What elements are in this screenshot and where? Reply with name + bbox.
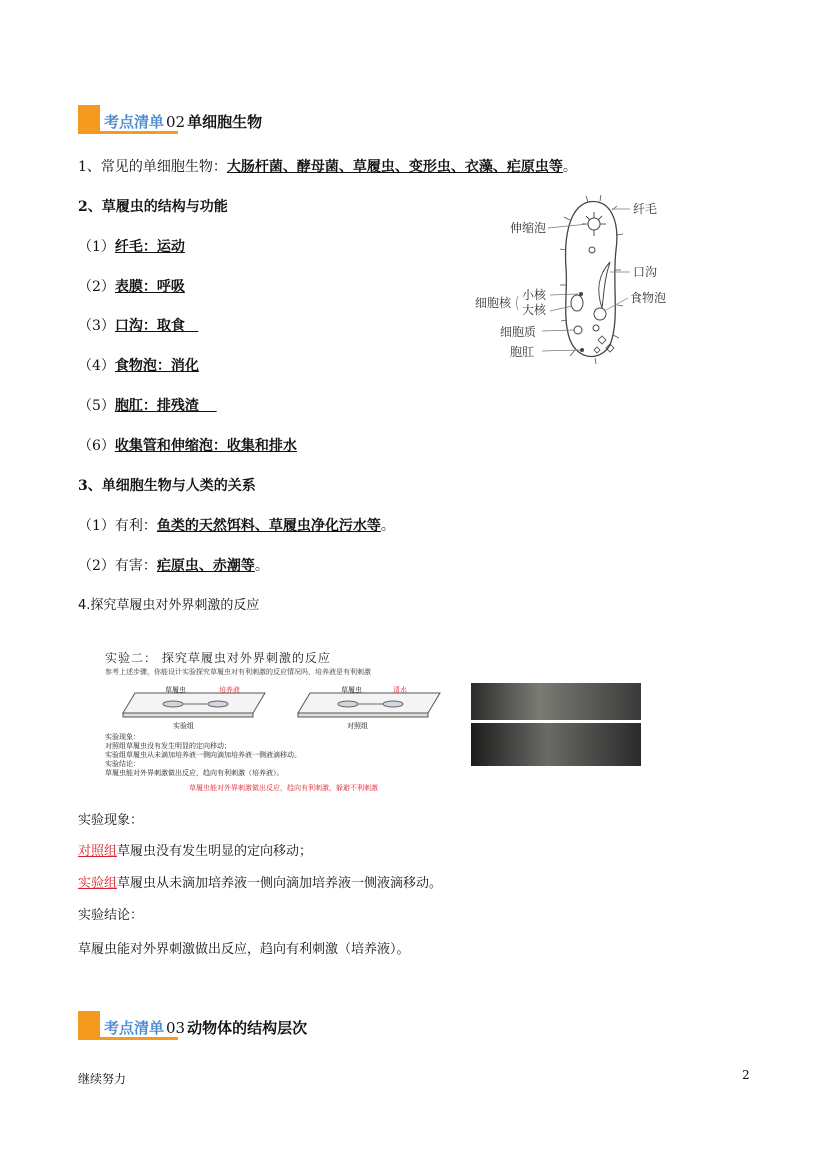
exp-label-right-a: 草履虫 (341, 686, 362, 694)
conclusion-heading: 实验结论： (78, 908, 144, 923)
part-2: （2）表膜：呼吸 (78, 279, 185, 295)
exp-label-left-b: 培养液 (219, 686, 240, 694)
obs-control: 对照组草履虫没有发生明显的定向移动； (78, 844, 313, 859)
label-anal-pore: 胞肛 (510, 345, 535, 359)
page-number: 2 (742, 1068, 750, 1082)
part-3: （3）口沟：取食 (78, 318, 185, 334)
section-marker (78, 1011, 100, 1039)
section-tag: 考点清单 (104, 113, 165, 131)
item-4-title: 4.探究草履虫对外界刺激的反应 (78, 598, 260, 613)
item-1-suffix: 。 (562, 159, 577, 175)
footer-motto: 继续努力 (78, 1072, 127, 1086)
section-marker (78, 105, 100, 133)
label-macronucleus: 大核 (522, 303, 547, 317)
obs-heading: 实验现象： (78, 813, 144, 828)
item-1-answer: 大肠杆菌、酵母菌、草履虫、变形虫、衣藻、疟原虫等 (226, 159, 563, 175)
item-3-title: 3、单细胞生物与人类的关系 (78, 478, 256, 494)
section-title: 动物体的结构层次 (187, 1019, 308, 1037)
part-1: （1）纤毛：运动 (78, 239, 185, 255)
section-title: 单细胞生物 (187, 113, 263, 131)
section-02-header (78, 103, 262, 133)
exp-label-left-a: 草履虫 (165, 686, 186, 694)
benefit-line: （1）有利：鱼类的天然饵料、草履虫净化污水等。 (78, 518, 395, 534)
label-nucleus: 细胞核 (475, 296, 512, 310)
section-rule (78, 131, 178, 134)
section-number: 02 (166, 113, 186, 131)
exp-img-notes: 实验现象： 对照组草履虫没有发生明显的定向移动； 实验组草履虫从未滴加培养液一侧向滴加培养液一侧液滴移动。 实验结论： 草履虫能对外界刺激做出反应，趋向有利刺激（培养液）。 (105, 733, 301, 777)
section-rule (78, 1037, 178, 1040)
exp-slide-right: 对照组 (347, 722, 368, 730)
part-6: （6）收集管和伸缩泡：收集和排水 (78, 438, 297, 454)
paramecium-diagram (470, 190, 710, 370)
section-tag: 考点清单 (104, 1019, 165, 1037)
obs-experimental: 实验组草履虫从未滴加培养液一侧向滴加培养液一侧液滴移动。 (78, 876, 443, 891)
harm-line: （2）有害：疟原虫、赤潮等。 (78, 558, 269, 574)
exp-label-right-b: 清水 (393, 686, 407, 694)
exp-img-red-line: 草履虫能对外界刺激做出反应，趋向有利刺激，躲避不利刺激 (189, 784, 378, 792)
conclusion-text: 草履虫能对外界刺激做出反应，趋向有利刺激（培养液）。 (78, 942, 410, 957)
label-food-vacuole: 食物泡 (630, 291, 667, 305)
exp-slide-left: 实验组 (173, 722, 194, 730)
label-micronucleus: 小核 (522, 288, 547, 302)
exp-img-line1: 参考上述步骤，你能设计实验探究草履虫对有利刺激的反应情况吗，培养液是有利刺激 (105, 668, 371, 676)
photo-bottom (471, 723, 641, 766)
label-contractile-vacuole: 伸缩泡 (510, 221, 547, 235)
label-oral-groove: 口沟 (633, 265, 658, 279)
exp-img-title: 实验二： 探究草履虫对外界刺激的反应 (105, 651, 331, 665)
photo-top (471, 683, 641, 720)
part-5: （5）胞肛：排残渣 (78, 398, 199, 414)
section-number: 03 (166, 1019, 186, 1037)
experiment-image (103, 645, 643, 795)
item-1-prefix: 1、常见的单细胞生物： (78, 159, 227, 175)
label-cytoplasm: 细胞质 (500, 325, 537, 339)
item-2-title: 2、草履虫的结构与功能 (78, 199, 228, 215)
item-1 (78, 157, 577, 177)
part-4: （4）食物泡：消化 (78, 358, 199, 374)
label-cilia: 纤毛 (633, 202, 658, 216)
section-03-header (78, 1009, 307, 1039)
